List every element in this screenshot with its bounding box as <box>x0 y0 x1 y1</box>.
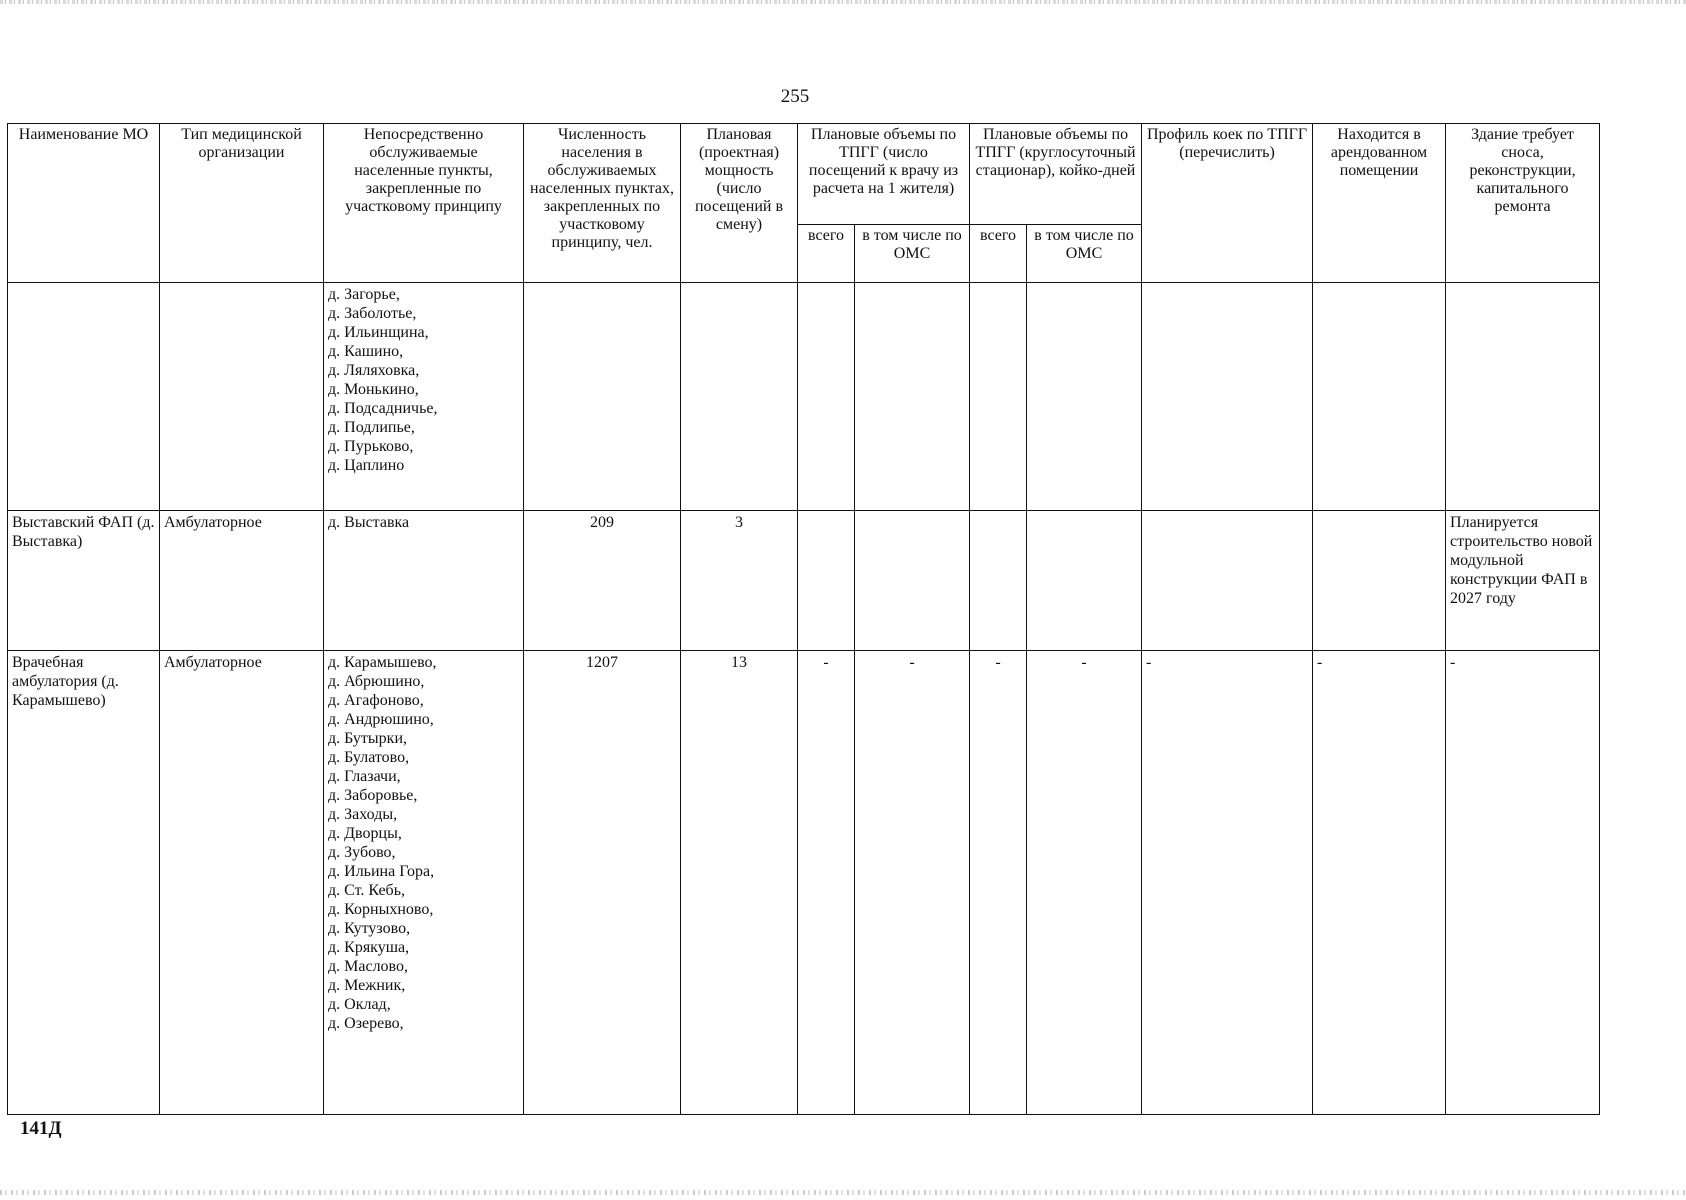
settlement-item: д. Карамышево, <box>328 654 437 671</box>
header-settlements: Непосредственно обслуживаемые населенные пункты, закрепленные по участковому принципу <box>324 124 524 283</box>
settlement-item: д. Кутузово, <box>328 920 411 937</box>
cell-population: 1207 <box>524 651 681 1115</box>
cell-type <box>160 283 324 511</box>
header-capacity: Плановая (проектная) мощность (число посещений в смену) <box>681 124 798 283</box>
cell-name: Выставский ФАП (д. Выставка) <box>8 511 160 651</box>
cell-capacity: 3 <box>681 511 798 651</box>
settlement-item: д. Пурьково, <box>328 438 414 455</box>
cell-building <box>1446 283 1600 511</box>
cell-building: Планируется строительство новой модульной конструкции ФАП в 2027 году <box>1446 511 1600 651</box>
scan-edge-top <box>0 0 1686 4</box>
settlement-item: д. Кашино, <box>328 343 404 360</box>
settlement-item: д. Абрюшино, <box>328 673 425 690</box>
table-row <box>8 651 1600 1115</box>
page-number: 255 <box>780 86 810 107</box>
cell-visits-total <box>798 511 855 651</box>
cell-beds-total <box>970 283 1027 511</box>
settlement-item: д. Ильина Гора, <box>328 863 435 880</box>
settlement-item: д. Ляляховка, <box>328 362 420 379</box>
header-building: Здание требует сноса, реконструкции, капитального ремонта <box>1446 124 1600 283</box>
cell-visits-total <box>798 283 855 511</box>
cell-settlements <box>324 511 524 651</box>
cell-bed-profile: - <box>1142 651 1313 1115</box>
settlement-item: д. Оклад, <box>328 996 391 1013</box>
settlement-item: д. Глазачи, <box>328 768 401 785</box>
cell-visits-oms: - <box>855 651 970 1115</box>
header-visits-group: Плановые объемы по ТПГГ (число посещений к врачу из расчета на 1 жителя) <box>798 124 970 225</box>
header-visits-total: всего <box>798 225 855 283</box>
table-header <box>8 124 1600 283</box>
settlement-item: д. Ильинщина, <box>328 324 429 341</box>
table-row <box>8 283 1600 511</box>
cell-beds-oms <box>1027 511 1142 651</box>
document-code: 141Д <box>20 1118 62 1139</box>
cell-capacity <box>681 283 798 511</box>
cell-rented <box>1313 283 1446 511</box>
scan-edge-bottom <box>0 1190 1686 1195</box>
settlement-item: д. Озерево, <box>328 1015 404 1032</box>
header-beds-total: всего <box>970 225 1027 283</box>
cell-beds-total <box>970 511 1027 651</box>
settlement-item: д. Ст. Кебь, <box>328 882 405 899</box>
header-population: Численность населения в обслуживаемых населенных пунктах, закрепленных по участковому принципу, чел. <box>524 124 681 283</box>
settlement-item: д. Крякуша, <box>328 939 410 956</box>
header-org-type: Тип медицинской организации <box>160 124 324 283</box>
cell-visits-oms <box>855 511 970 651</box>
table-body <box>8 283 1600 1115</box>
settlement-item: д. Монькино, <box>328 381 419 398</box>
cell-visits-total: - <box>798 651 855 1115</box>
cell-beds-oms: - <box>1027 651 1142 1115</box>
settlement-item: д. Бутырки, <box>328 730 408 747</box>
cell-settlements <box>324 651 524 1115</box>
settlement-item: д. Межник, <box>328 977 406 994</box>
cell-capacity: 13 <box>681 651 798 1115</box>
header-bed-profile: Профиль коек по ТПГГ (перечислить) <box>1142 124 1313 283</box>
header-beds-group: Плановые объемы по ТПГГ (круглосуточный стационар), койко-дней <box>970 124 1142 225</box>
cell-building: - <box>1446 651 1600 1115</box>
cell-bed-profile <box>1142 511 1313 651</box>
cell-type: Амбулаторное <box>160 511 324 651</box>
settlement-item: д. Корныхново, <box>328 901 434 918</box>
cell-rented: - <box>1313 651 1446 1115</box>
cell-settlements <box>324 283 524 511</box>
cell-population <box>524 283 681 511</box>
settlement-item: д. Заболотье, <box>328 305 417 322</box>
settlement-item: д. Заборовье, <box>328 787 418 804</box>
settlement-item: д. Загорье, <box>328 286 400 303</box>
settlement-item: д. Зубово, <box>328 844 396 861</box>
cell-beds-total: - <box>970 651 1027 1115</box>
settlement-item: д. Цаплино <box>328 457 405 474</box>
settlement-item: д. Подсадничье, <box>328 400 438 417</box>
settlement-item: д. Выставка <box>328 514 410 531</box>
settlement-item: д. Булатово, <box>328 749 410 766</box>
header-rented: Находится в арендованном помещении <box>1313 124 1446 283</box>
settlement-item: д. Андрюшино, <box>328 711 434 728</box>
settlement-item: д. Дворцы, <box>328 825 402 842</box>
facilities-table <box>7 123 1600 1115</box>
settlement-item: д. Подлипье, <box>328 419 415 436</box>
header-visits-oms: в том числе по ОМС <box>855 225 970 283</box>
table-row <box>8 511 1600 651</box>
cell-bed-profile <box>1142 283 1313 511</box>
cell-name <box>8 283 160 511</box>
cell-beds-oms <box>1027 283 1142 511</box>
cell-population: 209 <box>524 511 681 651</box>
settlement-item: д. Маслово, <box>328 958 408 975</box>
cell-rented <box>1313 511 1446 651</box>
cell-name: Врачебная амбулатория (д. Карамышево) <box>8 651 160 1115</box>
cell-type: Амбулаторное <box>160 651 324 1115</box>
settlement-item: д. Агафоново, <box>328 692 424 709</box>
settlement-item: д. Заходы, <box>328 806 398 823</box>
header-beds-oms: в том числе по ОМС <box>1027 225 1142 283</box>
header-name-mo: Наименование МО <box>8 124 160 283</box>
cell-visits-oms <box>855 283 970 511</box>
